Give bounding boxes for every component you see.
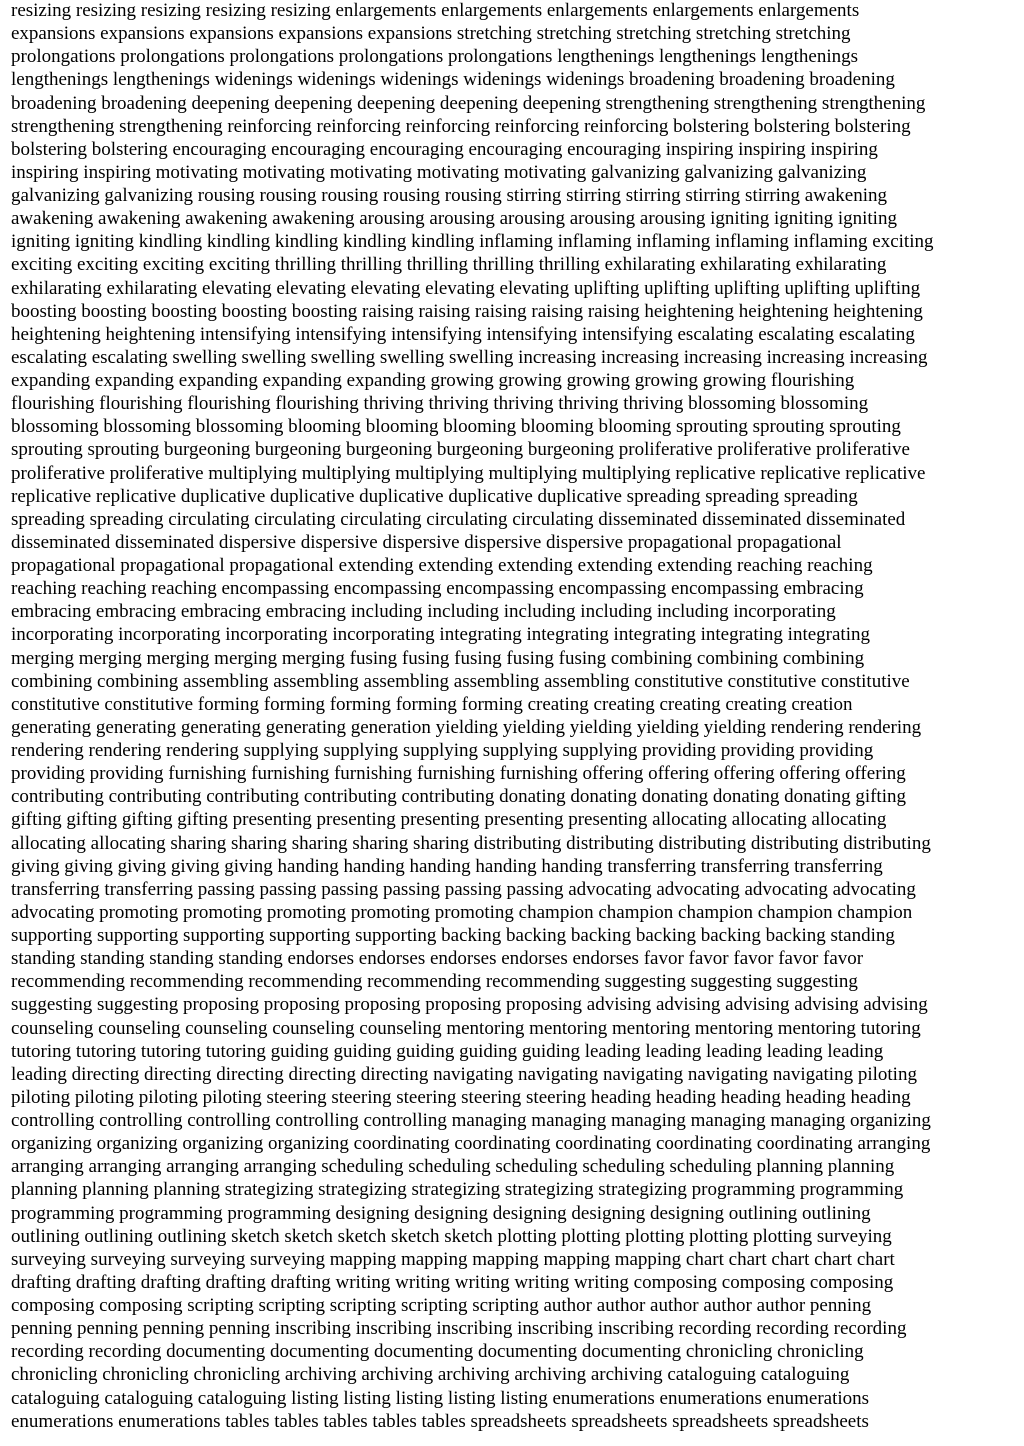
text-line: composing composing scripting scripting scripting scripting scripting author author author author author penning bbox=[11, 1295, 872, 1316]
text-line: exhilarating exhilarating elevating elevating elevating elevating elevating uplifting uplifting uplifting uplifting uplifting bbox=[11, 277, 921, 299]
text-line: drafting drafting drafting drafting drafting writing writing writing writing writing composing composing composing bbox=[11, 1271, 894, 1293]
text-line: proliferative proliferative multiplying multiplying multiplying multiplying multiplying replicative replicative replicative bbox=[11, 462, 926, 484]
text-line: penning penning penning penning inscribing inscribing inscribing inscribing inscribing recording recording recording bbox=[11, 1318, 907, 1340]
text-line: blossoming blossoming blossoming blooming blooming blooming blooming blooming sprouting sprouting sprouting bbox=[11, 416, 901, 438]
text-line: expansions expansions expansions expansions expansions stretching stretching stretching stretching stretching bbox=[11, 23, 851, 45]
text-line: flourishing flourishing flourishing flourishing thriving thriving thriving thriving thriving blossoming blossoming bbox=[11, 393, 869, 415]
text-line: controlling controlling controlling controlling controlling managing managing managing managing managing organizing bbox=[11, 1110, 931, 1131]
text-line: combining combining assembling assembling assembling assembling assembling constitutive constitutive constitutive bbox=[11, 670, 910, 692]
text-line: advocating promoting promoting promoting promoting promoting champion champion champion champion champion bbox=[11, 901, 913, 923]
text-line: tutoring tutoring tutoring tutoring guiding guiding guiding guiding guiding leading leading leading leading leading bbox=[11, 1040, 884, 1062]
text-line: counseling counseling counseling counseling counseling mentoring mentoring mentoring mentoring mentoring tutoring bbox=[11, 1017, 921, 1039]
text-line: planning planning planning strategizing strategizing strategizing strategizing strategizing programming programming bbox=[11, 1179, 904, 1201]
text-line: awakening awakening awakening awakening arousing arousing arousing arousing arousing igniting igniting igniting bbox=[11, 208, 897, 230]
text-line: bolstering bolstering encouraging encouraging encouraging encouraging encouraging inspiring inspiring inspiring bbox=[11, 138, 878, 160]
text-line: generating generating generating generating generation yielding yielding yielding yielding yielding rendering rendering bbox=[11, 716, 922, 738]
text-line: contributing contributing contributing contributing contributing donating donating donating donating donating gifting bbox=[11, 786, 906, 808]
text-line: recording recording documenting documenting documenting documenting documenting chronicling chronicling bbox=[11, 1341, 864, 1363]
text-line: propagational propagational propagational extending extending extending extending extending reaching reaching bbox=[11, 555, 873, 576]
text-line: arranging arranging arranging arranging scheduling scheduling scheduling scheduling scheduling planning planning bbox=[11, 1156, 895, 1178]
text-line: programming programming programming designing designing designing designing designing outlining outlining bbox=[11, 1202, 871, 1224]
text-line: sprouting sprouting burgeoning burgeoning burgeoning burgeoning burgeoning proliferative proliferative proliferative bbox=[11, 439, 910, 461]
text-line: rendering rendering rendering supplying supplying supplying supplying supplying providing providing providing bbox=[11, 740, 874, 761]
text-line: transferring transferring passing passing passing passing passing passing advocating advocating advocating advocating bbox=[11, 878, 916, 900]
text-line: igniting igniting kindling kindling kindling kindling kindling inflaming inflaming inflaming inflaming inflaming exciting bbox=[11, 231, 934, 253]
text-line: cataloguing cataloguing cataloguing listing listing listing listing listing enumerations enumerations enumerations bbox=[11, 1387, 870, 1409]
text-line: organizing organizing organizing organizing coordinating coordinating coordinating coordinating coordinating arranging bbox=[11, 1133, 931, 1155]
text-line: piloting piloting piloting piloting steering steering steering steering steering heading heading heading heading heading bbox=[11, 1086, 911, 1108]
text-line: allocating allocating sharing sharing sharing sharing sharing distributing distributing distributing distributing distributing bbox=[11, 832, 931, 854]
text-line: giving giving giving giving giving handing handing handing handing handing transferring transferring transferring bbox=[11, 855, 883, 877]
text-line: gifting gifting gifting gifting presenting presenting presenting presenting presenting allocating allocating allocating bbox=[11, 809, 887, 831]
text-line: merging merging merging merging merging fusing fusing fusing fusing fusing combining combining combining bbox=[11, 647, 865, 669]
text-line: disseminated disseminated dispersive dispersive dispersive dispersive dispersive propagational propagational bbox=[11, 531, 842, 553]
text-line: resizing resizing resizing resizing resizing enlargements enlargements enlargements enlargements enlargements bbox=[11, 0, 860, 21]
text-line: providing providing furnishing furnishing furnishing furnishing furnishing offering offering offering offering offering bbox=[11, 763, 906, 785]
text-line: replicative replicative duplicative duplicative duplicative duplicative duplicative spreading spreading spreading bbox=[11, 485, 858, 507]
text-line: broadening broadening deepening deepening deepening deepening deepening strengthening strengthening strengthening bbox=[11, 92, 926, 114]
text-line: heightening heightening intensifying intensifying intensifying intensifying intensifying escalating escalating escalating bbox=[11, 323, 915, 345]
text-line: chronicling chronicling chronicling archiving archiving archiving archiving archiving cataloguing cataloguing bbox=[11, 1364, 850, 1386]
text-line: enumerations enumerations tables tables tables tables tables spreadsheets spreadsheets spreadsheets spreadsheets bbox=[11, 1410, 869, 1432]
text-line: suggesting suggesting proposing proposing proposing proposing proposing advising advising advising advising advising bbox=[11, 994, 928, 1016]
text-line: standing standing standing standing endorses endorses endorses endorses endorses favor favor favor favor favor bbox=[11, 948, 864, 970]
text-line: spreading spreading circulating circulating circulating circulating circulating disseminated disseminated disseminated bbox=[11, 508, 906, 530]
text-line: reaching reaching reaching encompassing encompassing encompassing encompassing encompassing embracing bbox=[11, 578, 864, 600]
text-line: boosting boosting boosting boosting boosting raising raising raising raising raising heightening heightening heightening bbox=[11, 300, 923, 322]
text-line: galvanizing galvanizing rousing rousing rousing rousing rousing stirring stirring stirring stirring stirring awakening bbox=[11, 185, 887, 206]
text-line: expanding expanding expanding expanding expanding growing growing growing growing growing flourishing bbox=[11, 370, 855, 391]
text-line: recommending recommending recommending recommending recommending suggesting suggesting suggesting bbox=[11, 971, 858, 993]
text-line: strengthening strengthening reinforcing reinforcing reinforcing reinforcing reinforcing bolstering bolstering bolstering bbox=[11, 115, 911, 137]
text-line: surveying surveying surveying surveying mapping mapping mapping mapping mapping chart chart chart chart chart bbox=[11, 1248, 895, 1270]
text-line: prolongations prolongations prolongations prolongations prolongations lengthenings lengthenings lengthenings bbox=[11, 46, 858, 68]
text-line: incorporating incorporating incorporating incorporating integrating integrating integrating integrating integrating bbox=[11, 624, 870, 646]
text-line: outlining outlining outlining sketch sketch sketch sketch sketch plotting plotting plotting plotting plotting surveying bbox=[11, 1225, 892, 1247]
text-line: inspiring inspiring motivating motivating motivating motivating motivating galvanizing galvanizing galvanizing bbox=[11, 161, 867, 183]
text-line: escalating escalating swelling swelling swelling swelling swelling increasing increasing increasing increasing increasing bbox=[11, 346, 928, 368]
text-line: embracing embracing embracing embracing including including including including including incorporating bbox=[11, 601, 836, 623]
text-line: leading directing directing directing directing directing navigating navigating navigating navigating navigating piloting bbox=[11, 1063, 917, 1085]
text-line: constitutive constitutive forming forming forming forming forming creating creating creating creating creation bbox=[11, 693, 853, 715]
text-line: exciting exciting exciting exciting thrilling thrilling thrilling thrilling thrilling exhilarating exhilarating exhilarating bbox=[11, 254, 887, 276]
text-line: supporting supporting supporting supporting supporting backing backing backing backing backing backing standing bbox=[11, 925, 895, 946]
text-line: lengthenings lengthenings widenings widenings widenings widenings widenings broadening broadening broadening bbox=[11, 69, 895, 91]
